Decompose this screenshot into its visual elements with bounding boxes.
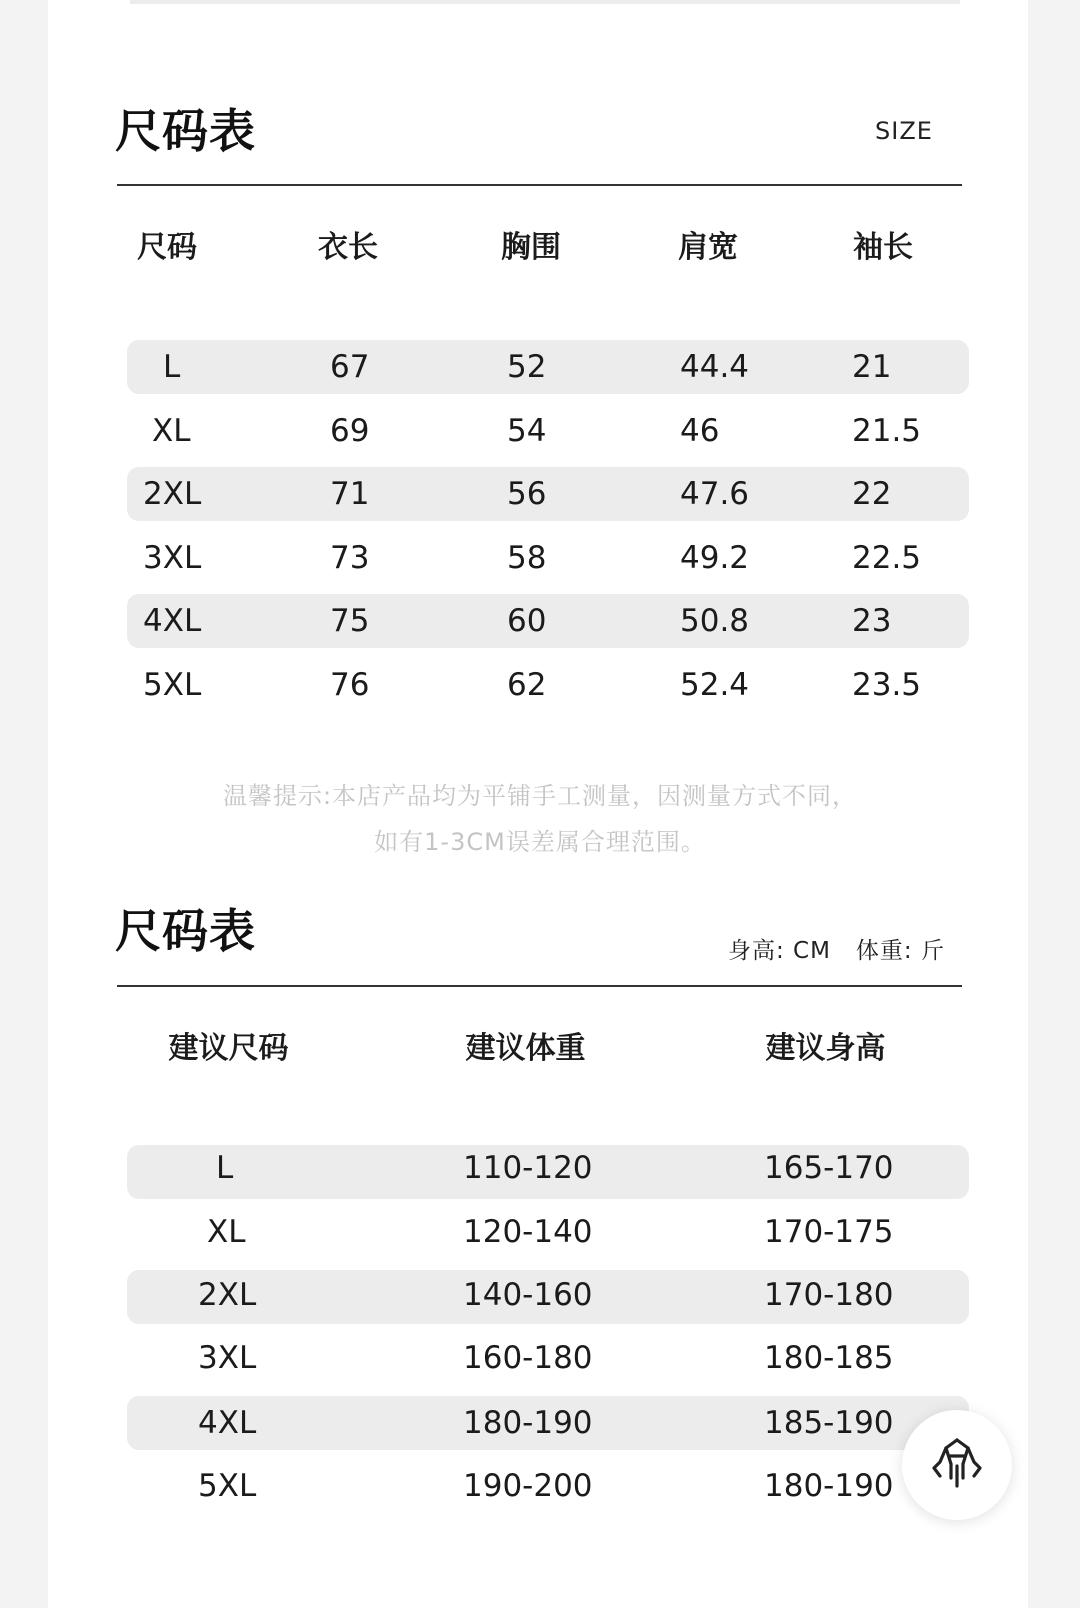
header-recommended-height: 建议身高 [765, 1031, 886, 1066]
cell-size: 3XL [143, 540, 202, 576]
cell-chest: 54 [507, 413, 547, 449]
cell-shoulder: 50.8 [680, 603, 750, 639]
cell-size: XL [152, 413, 191, 449]
cell-chest: 62 [507, 667, 547, 703]
cell-weight: 140-160 [463, 1277, 593, 1313]
cell-height: 180-190 [764, 1468, 894, 1504]
cell-height: 170-175 [764, 1214, 894, 1250]
cell-length: 76 [330, 667, 370, 703]
tip-line-2: 如有1-3CM误差属合理范围。 [374, 828, 706, 856]
header-sleeve: 袖长 [853, 230, 913, 265]
header-recommended-size: 建议尺码 [168, 1031, 289, 1066]
cell-size: 3XL [198, 1340, 257, 1376]
size-chart-rule [117, 184, 962, 186]
cell-sleeve: 22.5 [852, 540, 922, 576]
cell-chest: 52 [507, 349, 547, 385]
cell-sleeve: 21 [852, 349, 892, 385]
cell-height: 180-185 [764, 1340, 894, 1376]
size-chart-title: 尺码表 [115, 104, 256, 158]
row-stripe [127, 340, 969, 394]
cell-size: 4XL [143, 603, 202, 639]
cell-weight: 190-200 [463, 1468, 593, 1504]
recommend-chart-title: 尺码表 [115, 904, 256, 958]
cell-weight: 160-180 [463, 1340, 593, 1376]
cell-weight: 120-140 [463, 1214, 593, 1250]
row-stripe [127, 594, 969, 648]
cell-size: L [216, 1150, 234, 1186]
cell-length: 67 [330, 349, 370, 385]
size-chart-note: SIZE [875, 117, 933, 145]
cell-size: L [163, 349, 181, 385]
cell-shoulder: 49.2 [680, 540, 750, 576]
cell-chest: 58 [507, 540, 547, 576]
ai-assistant-button[interactable] [902, 1410, 1012, 1520]
header-length: 衣长 [318, 230, 378, 265]
cell-shoulder: 46 [680, 413, 720, 449]
cell-length: 71 [330, 476, 370, 512]
cell-chest: 60 [507, 603, 547, 639]
tip-line-1: 温馨提示:本店产品均为平铺手工测量，因测量方式不同， [222, 782, 858, 810]
cell-shoulder: 52.4 [680, 667, 750, 703]
cell-sleeve: 22 [852, 476, 892, 512]
header-shoulder: 肩宽 [678, 230, 738, 265]
cell-shoulder: 47.6 [680, 476, 750, 512]
recommend-chart-rule [117, 985, 962, 987]
cell-sleeve: 21.5 [852, 413, 922, 449]
cell-size: 4XL [198, 1405, 257, 1441]
ai-assistant-icon [928, 1434, 986, 1496]
cell-height: 165-170 [764, 1150, 894, 1186]
cell-size: 5XL [198, 1468, 257, 1504]
header-size: 尺码 [137, 230, 197, 265]
cell-chest: 56 [507, 476, 547, 512]
cell-sleeve: 23.5 [852, 667, 922, 703]
cell-weight: 180-190 [463, 1405, 593, 1441]
cell-size: 2XL [198, 1277, 257, 1313]
cell-length: 69 [330, 413, 370, 449]
cell-size: 5XL [143, 667, 202, 703]
cell-weight: 110-120 [463, 1150, 593, 1186]
cell-shoulder: 44.4 [680, 349, 750, 385]
header-recommended-weight: 建议体重 [465, 1031, 586, 1066]
unit-note: 身高: CM 体重: 斤 [728, 938, 945, 964]
cell-height: 185-190 [764, 1405, 894, 1441]
cell-sleeve: 23 [852, 603, 892, 639]
cell-size: XL [207, 1214, 246, 1250]
row-stripe [127, 467, 969, 521]
top-divider [130, 0, 960, 4]
header-chest: 胸围 [501, 230, 561, 265]
cell-length: 73 [330, 540, 370, 576]
cell-size: 2XL [143, 476, 202, 512]
cell-length: 75 [330, 603, 370, 639]
cell-height: 170-180 [764, 1277, 894, 1313]
